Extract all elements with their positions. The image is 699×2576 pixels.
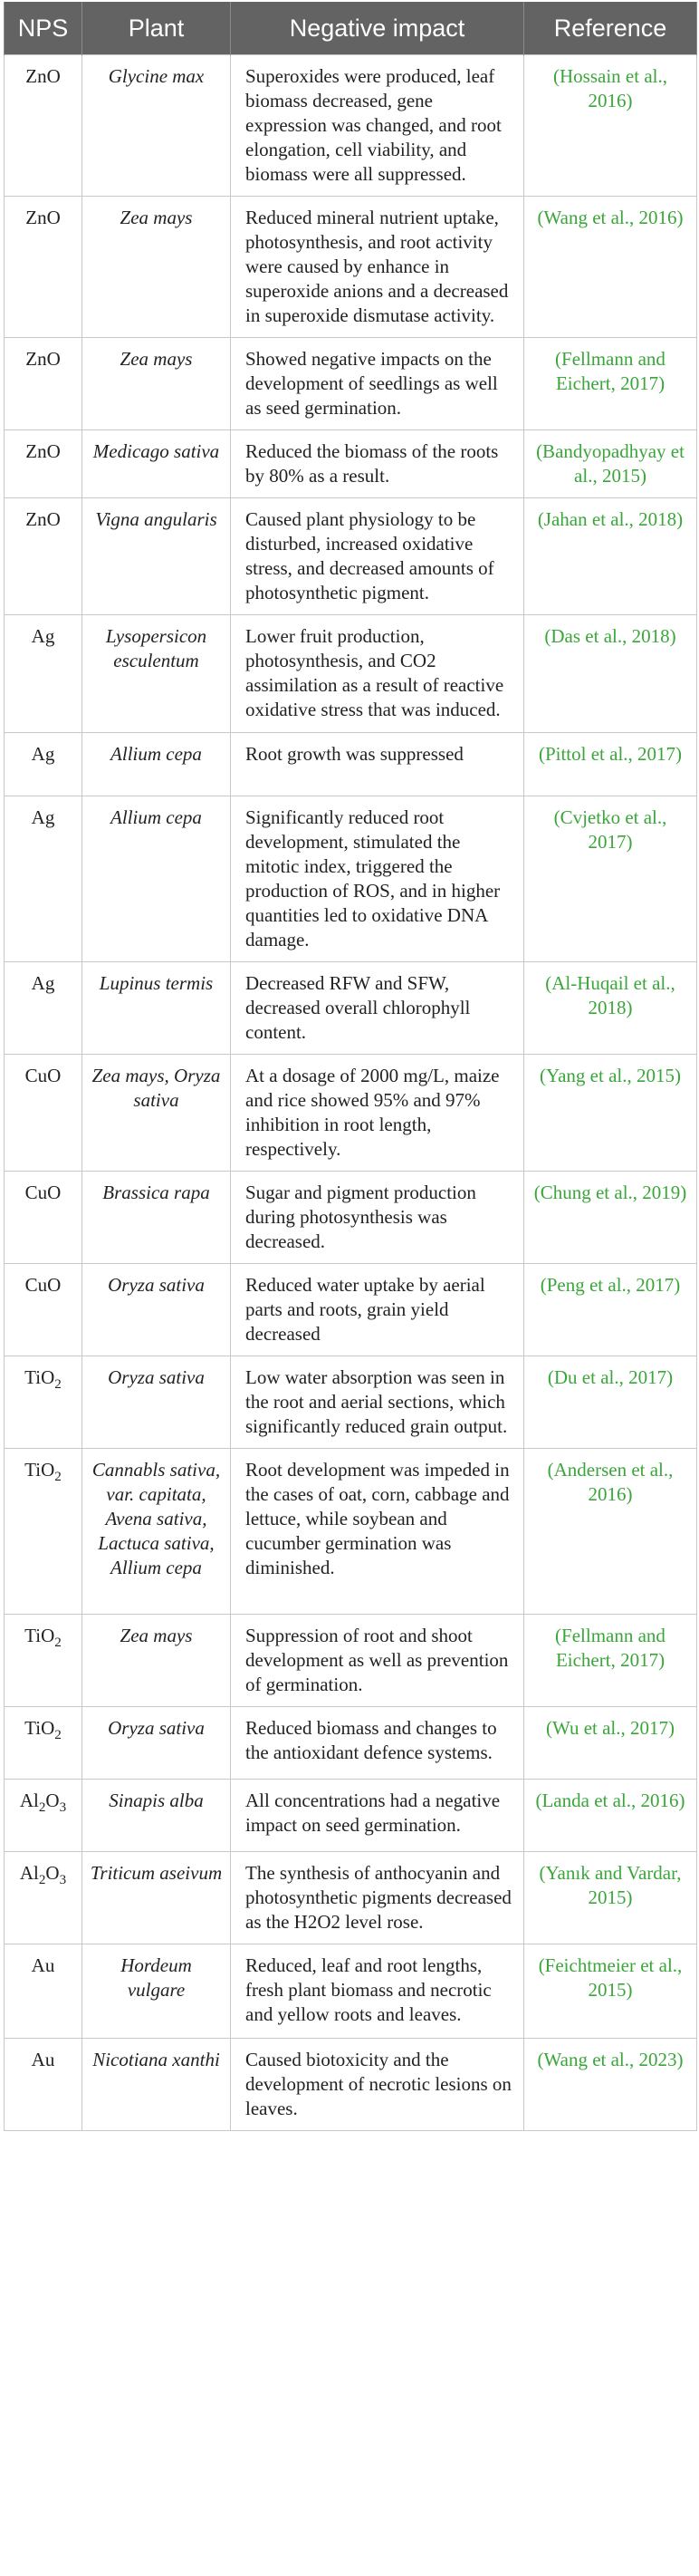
nps-cell: [5, 1055, 82, 1172]
plant-cell: Zea mays: [82, 338, 231, 430]
plant-cell: Zea mays: [82, 197, 231, 338]
plant-cell: Cannabls sativa, var. capitata, Avena sativa, Lactuca sativa, Allium cepa: [82, 1449, 231, 1615]
nps-formula: TiO: [24, 1366, 55, 1388]
table-row: [5, 1780, 697, 1852]
reference-link[interactable]: (Cvjetko et al., 2017): [524, 796, 697, 962]
header-nps: NPS: [5, 2, 82, 55]
table-row: [5, 338, 697, 430]
negative-impact-cell: Reduced the biomass of the roots by 80% as a result.: [231, 430, 524, 498]
header-reference: Reference: [524, 2, 697, 55]
nps-subscript: 3: [59, 1800, 67, 1816]
nps-cell: [5, 1707, 82, 1780]
reference-link[interactable]: (Bandyopadhyay et al., 2015): [524, 430, 697, 498]
nps-formula: ZnO: [25, 348, 61, 370]
plant-cell: Allium cepa: [82, 796, 231, 962]
reference-link[interactable]: (Yanık and Vardar, 2015): [524, 1852, 697, 1944]
nps-formula: Au: [31, 1954, 55, 1976]
plant-cell: Zea mays, Oryza sativa: [82, 1055, 231, 1172]
plant-cell: Triticum aseivum: [82, 1852, 231, 1944]
nps-formula: Al: [19, 1862, 39, 1884]
nps-subscript: 2: [54, 1728, 62, 1743]
plant-cell: Lysopersicon esculentum: [82, 615, 231, 733]
negative-impact-cell: The synthesis of anthocyanin and photosynthetic pigments decreased as the H2O2 level rose.: [231, 1852, 524, 1944]
nps-cell: [5, 1780, 82, 1852]
reference-link[interactable]: (Pittol et al., 2017): [524, 733, 697, 796]
table-row: [5, 498, 697, 615]
table-row: [5, 1852, 697, 1944]
table-row: [5, 1264, 697, 1356]
reference-link[interactable]: (Peng et al., 2017): [524, 1264, 697, 1356]
reference-link[interactable]: (Yang et al., 2015): [524, 1055, 697, 1172]
plant-cell: Oryza sativa: [82, 1707, 231, 1780]
reference-link[interactable]: (Fellmann and Eichert, 2017): [524, 338, 697, 430]
plant-cell: Oryza sativa: [82, 1264, 231, 1356]
table-row: [5, 1055, 697, 1172]
nps-formula-tail: O: [45, 1862, 60, 1884]
nps-cell: [5, 430, 82, 498]
nps-cell: [5, 1944, 82, 2039]
negative-impact-cell: Reduced water uptake by aerial parts and roots, grain yield decreased: [231, 1264, 524, 1356]
reference-link[interactable]: (Wang et al., 2023): [524, 2039, 697, 2131]
nps-cell: [5, 55, 82, 197]
reference-link[interactable]: (Andersen et al., 2016): [524, 1449, 697, 1615]
reference-link[interactable]: (Wang et al., 2016): [524, 197, 697, 338]
nps-formula: ZnO: [25, 440, 61, 462]
plant-cell: Brassica rapa: [82, 1172, 231, 1264]
header-negative-impact: Negative impact: [231, 2, 524, 55]
nps-cell: [5, 197, 82, 338]
nps-cell: [5, 796, 82, 962]
table-row: [5, 430, 697, 498]
nps-cell: [5, 1449, 82, 1615]
negative-impact-cell: Caused plant physiology to be disturbed, increased oxidative stress, and decreased amounts of photosynthetic pigment.: [231, 498, 524, 615]
table-row: [5, 1944, 697, 2039]
nps-cell: [5, 498, 82, 615]
table-header-row: [5, 2, 697, 55]
nps-formula: TiO: [24, 1625, 55, 1646]
table-row: [5, 2039, 697, 2131]
negative-impact-cell: Suppression of root and shoot development as well as prevention of germination.: [231, 1615, 524, 1707]
nps-subscript: 2: [54, 1470, 62, 1485]
reference-link[interactable]: (Das et al., 2018): [524, 615, 697, 733]
nps-subscript: 2: [54, 1635, 62, 1651]
table-body: [5, 55, 697, 2131]
reference-link[interactable]: (Al-Huqail et al., 2018): [524, 962, 697, 1055]
reference-link[interactable]: (Hossain et al., 2016): [524, 55, 697, 197]
nps-formula: CuO: [24, 1065, 62, 1086]
nps-subscript: 3: [59, 1873, 67, 1888]
plant-cell: Oryza sativa: [82, 1356, 231, 1449]
plant-cell: Zea mays: [82, 1615, 231, 1707]
nps-formula: TiO: [24, 1459, 55, 1481]
nps-formula: ZnO: [25, 207, 61, 228]
nps-subscript: 2: [54, 1377, 62, 1393]
negative-impact-cell: All concentrations had a negative impact on seed germination.: [231, 1780, 524, 1852]
plant-cell: Glycine max: [82, 55, 231, 197]
reference-link[interactable]: (Du et al., 2017): [524, 1356, 697, 1449]
table-row: [5, 1615, 697, 1707]
negative-impact-cell: At a dosage of 2000 mg/L, maize and rice showed 95% and 97% inhibition in root length, respectively.: [231, 1055, 524, 1172]
nps-cell: [5, 1172, 82, 1264]
nps-cell: [5, 1852, 82, 1944]
nps-cell: [5, 1615, 82, 1707]
nps-cell: [5, 2039, 82, 2131]
nanoparticle-impact-table: [4, 2, 697, 2131]
nps-cell: [5, 962, 82, 1055]
header-plant: Plant: [82, 2, 231, 55]
table-row: [5, 1356, 697, 1449]
plant-cell: Nicotiana xanthi: [82, 2039, 231, 2131]
nps-formula: Au: [31, 2049, 55, 2070]
negative-impact-cell: Superoxides were produced, leaf biomass decreased, gene expression was changed, and root elongation, cell viability, and biomass were all suppressed.: [231, 55, 524, 197]
table-row: [5, 1707, 697, 1780]
nps-cell: [5, 1356, 82, 1449]
plant-cell: Allium cepa: [82, 733, 231, 796]
table-row: [5, 55, 697, 197]
nps-formula: Al: [19, 1790, 39, 1811]
negative-impact-cell: Root development was impeded in the cases of oat, corn, cabbage and lettuce, while soybean and cucumber germination was diminished.: [231, 1449, 524, 1615]
nps-formula-tail: O: [45, 1790, 60, 1811]
nps-formula: CuO: [24, 1182, 62, 1203]
nps-subscript: 2: [38, 1873, 46, 1888]
nps-formula: Ag: [31, 743, 55, 765]
nps-formula: TiO: [24, 1717, 55, 1739]
negative-impact-cell: Reduced, leaf and root lengths, fresh plant biomass and necrotic and yellow roots and leaves.: [231, 1944, 524, 2039]
negative-impact-cell: Low water absorption was seen in the root and aerial sections, which significantly reduced grain output.: [231, 1356, 524, 1449]
negative-impact-cell: Root growth was suppressed: [231, 733, 524, 796]
plant-cell: Lupinus termis: [82, 962, 231, 1055]
table-row: [5, 962, 697, 1055]
negative-impact-cell: Showed negative impacts on the development of seedlings as well as seed germination.: [231, 338, 524, 430]
reference-link[interactable]: (Fellmann and Eichert, 2017): [524, 1615, 697, 1707]
plant-cell: Sinapis alba: [82, 1780, 231, 1852]
table-row: [5, 197, 697, 338]
reference-link[interactable]: (Feichtmeier et al., 2015): [524, 1944, 697, 2039]
nps-cell: [5, 1264, 82, 1356]
plant-cell: Hordeum vulgare: [82, 1944, 231, 2039]
nps-cell: [5, 338, 82, 430]
negative-impact-cell: Reduced mineral nutrient uptake, photosynthesis, and root activity were caused by enhance in superoxide anions and a decreased in superoxide dismutase activity.: [231, 197, 524, 338]
reference-link[interactable]: (Chung et al., 2019): [524, 1172, 697, 1264]
nps-cell: [5, 615, 82, 733]
table-row: [5, 1172, 697, 1264]
nps-formula: Ag: [31, 972, 55, 994]
reference-link[interactable]: (Wu et al., 2017): [524, 1707, 697, 1780]
negative-impact-cell: Reduced biomass and changes to the antioxidant defence systems.: [231, 1707, 524, 1780]
nps-cell: [5, 733, 82, 796]
negative-impact-cell: Decreased RFW and SFW, decreased overall chlorophyll content.: [231, 962, 524, 1055]
nps-formula: Ag: [31, 806, 55, 828]
negative-impact-cell: Sugar and pigment production during photosynthesis was decreased.: [231, 1172, 524, 1264]
nps-formula: Ag: [31, 625, 55, 647]
plant-cell: Vigna angularis: [82, 498, 231, 615]
table-row: [5, 1449, 697, 1615]
table-row: [5, 733, 697, 796]
table-row: [5, 796, 697, 962]
nps-subscript: 2: [38, 1800, 46, 1816]
table-row: [5, 615, 697, 733]
negative-impact-cell: Lower fruit production, photosynthesis, and CO2 assimilation as a result of reactive oxidative stress that was induced.: [231, 615, 524, 733]
nps-formula: ZnO: [25, 508, 61, 530]
nps-formula: ZnO: [25, 65, 61, 87]
negative-impact-cell: Significantly reduced root development, stimulated the mitotic index, triggered the production of ROS, and in higher quantities led to oxidative DNA damage.: [231, 796, 524, 962]
negative-impact-cell: Caused biotoxicity and the development of necrotic lesions on leaves.: [231, 2039, 524, 2131]
nps-formula: CuO: [24, 1274, 62, 1296]
reference-link[interactable]: (Landa et al., 2016): [524, 1780, 697, 1852]
plant-cell: Medicago sativa: [82, 430, 231, 498]
reference-link[interactable]: (Jahan et al., 2018): [524, 498, 697, 615]
